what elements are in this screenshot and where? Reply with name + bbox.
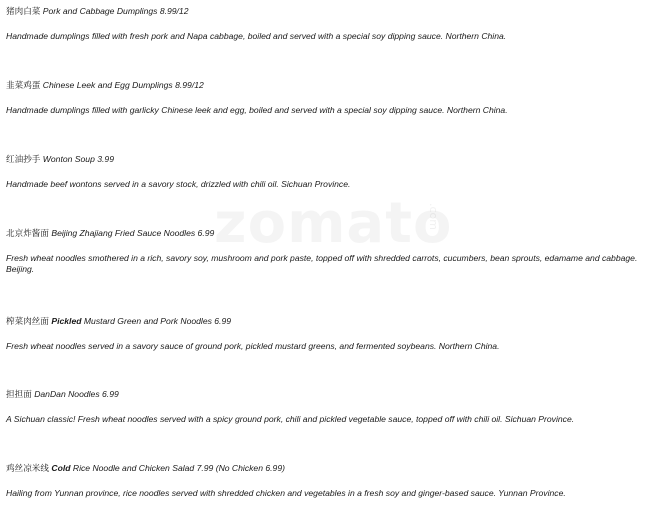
menu-item-description: Handmade dumplings filled with fresh pork and Napa cabbage, boiled and served with a special soy dipping sauce. Northern China. xyxy=(6,31,507,41)
menu-item-title xyxy=(6,389,646,401)
item-english-name: Beijing Zhajiang Fried Sauce Noodles 6.99 xyxy=(51,228,215,238)
item-chinese-name: 猪肉白菜 xyxy=(6,7,41,17)
menu-item-description: Handmade dumplings filled with garlicky Chinese leek and egg, boiled and served with a special soy dipping sauce. Northern China. xyxy=(6,105,508,115)
item-chinese-name: 鸡丝凉米线 xyxy=(6,464,49,474)
item-english-name: Pork and Cabbage Dumplings 8.99/12 xyxy=(42,6,189,16)
zomato-watermark-suffix: .com xyxy=(427,203,440,230)
menu-item-title xyxy=(6,316,646,328)
menu-item-description: Hailing from Yunnan province, rice noodles served with shredded chicken and vegetables in a fresh soy and ginger-based sauce. Yunnan Province. xyxy=(6,488,566,498)
menu-item-title xyxy=(6,463,646,475)
item-english-name: Mustard Green and Pork Noodles 6.99 xyxy=(83,316,232,326)
zomato-watermark xyxy=(214,196,452,252)
menu-item-description: Fresh wheat noodles served in a savory sauce of ground pork, pickled mustard greens, and fermented soybeans. Northern China. xyxy=(6,341,500,351)
menu-item-description: Handmade beef wontons served in a savory stock, drizzled with chili oil. Sichuan Province. xyxy=(6,179,351,189)
item-chinese-name: 韭菜鸡蛋 xyxy=(6,81,41,91)
item-english-name: Rice Noodle and Chicken Salad 7.99 (No Chicken 6.99) xyxy=(72,463,285,473)
item-chinese-name: 北京炸酱面 xyxy=(6,229,49,239)
menu-item-title xyxy=(6,6,646,18)
item-chinese-name: 担担面 xyxy=(6,390,32,400)
item-chinese-name: 红油抄手 xyxy=(6,155,41,165)
item-chinese-name: 榨菜肉丝面 xyxy=(6,317,49,327)
item-english-name: DanDan Noodles 6.99 xyxy=(34,389,119,399)
menu-item-title xyxy=(6,154,646,166)
menu-item-title xyxy=(6,228,646,240)
menu-item-title xyxy=(6,80,646,92)
menu-item-description: A Sichuan classic! Fresh wheat noodles served with a spicy ground pork, chili and pickled vegetable sauce, topped off with chili oil. Sichuan Province. xyxy=(6,414,575,424)
item-bold-word: Pickled xyxy=(51,316,82,326)
item-english-name: Chinese Leek and Egg Dumplings 8.99/12 xyxy=(42,80,204,90)
menu-item-description: Fresh wheat noodles smothered in a rich, savory soy, mushroom and pork paste, topped off with shredded carrots, cucumbers, bean sprouts, edamame and cabbage. Beijing. xyxy=(6,253,638,274)
item-english-name: Wonton Soup 3.99 xyxy=(42,154,114,164)
item-bold-word: Cold xyxy=(51,463,71,473)
